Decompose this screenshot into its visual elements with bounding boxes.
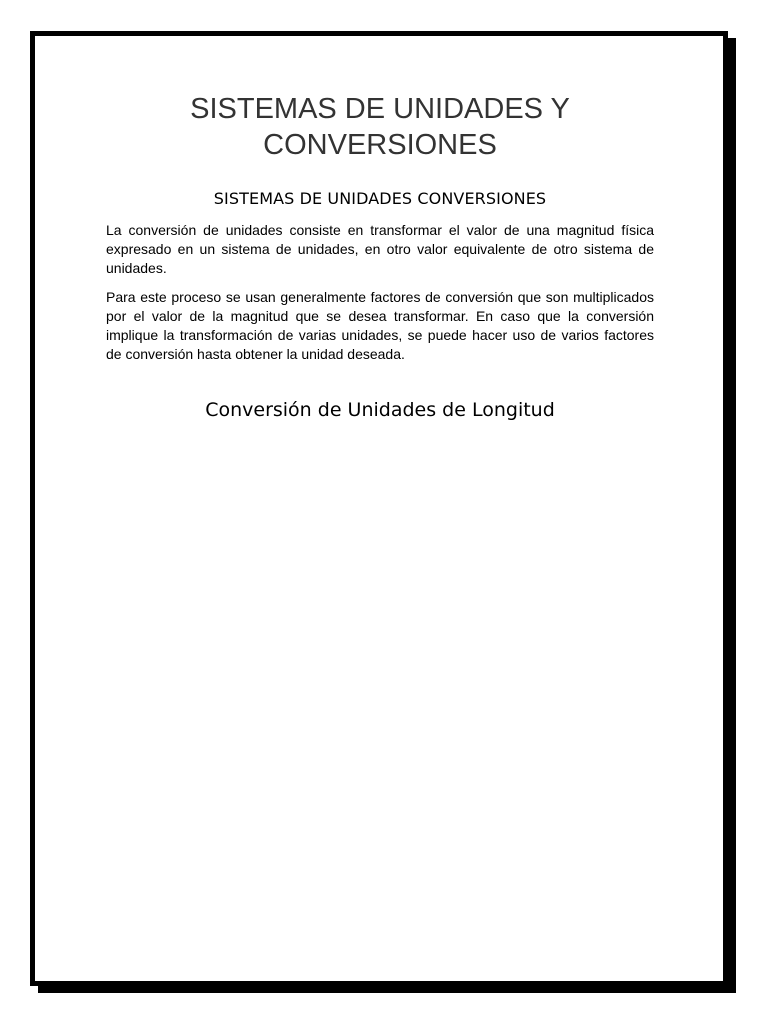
document-page: [30, 31, 728, 986]
paragraph-intro: La conversión de unidades consiste en transformar el valor de una magnitud física expresado en un sistema de unidades, en otro valor equivalente de otro sistema de unidades.: [106, 222, 654, 276]
subsection-heading-longitud: Conversión de Unidades de Longitud: [205, 399, 555, 421]
paragraph-process: Para este proceso se usan generalmente factores de conversión que son multiplicados por el valor de la magnitud que se desea transformar. En caso que la conversión implique la transformación de varias unidades, se puede hacer uso de varios factores de conversión hasta obtener la unidad deseada.: [106, 289, 654, 362]
document-title: SISTEMAS DE UNIDADES Y CONVERSIONES: [190, 93, 570, 161]
section-heading: SISTEMAS DE UNIDADES CONVERSIONES: [213, 189, 547, 208]
page-content: [106, 91, 654, 422]
